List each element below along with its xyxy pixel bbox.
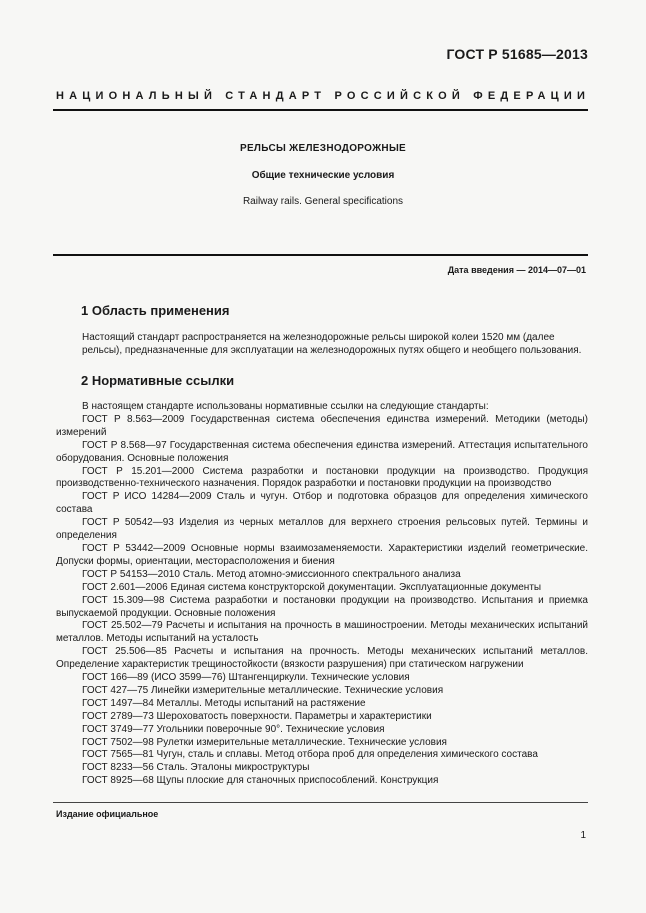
reference-item: ГОСТ Р 15.201—2000 Система разработки и постановки продукции на производство. Продукция производственно-технического назначения. Порядок разработки и постановки продукции на производство [56, 465, 588, 490]
reference-item: ГОСТ 2.601—2006 Единая система конструкторской документации. Эксплуатационные документы [82, 581, 542, 593]
reference-item: ГОСТ 7565—81 Чугун, сталь и сплавы. Метод отбора проб для определения химического состава [82, 749, 538, 761]
reference-item: ГОСТ Р ИСО 14284—2009 Сталь и чугун. Отбор и подготовка образцов для определения химического состава [56, 491, 588, 516]
footer-divider [53, 802, 588, 803]
reference-item: ГОСТ 3749—77 Угольники поверочные 90°. Технические условия [82, 723, 385, 735]
document-code: ГОСТ Р 51685—2013 [446, 46, 588, 62]
references-list [56, 401, 588, 788]
reference-item: ГОСТ 166—89 (ИСО 3599—76) Штангенциркули. Технические условия [82, 672, 410, 684]
section-heading-references: 2 Нормативные ссылки [81, 373, 235, 388]
reference-item: ГОСТ 427—75 Линейки измерительные металлические. Технические условия [82, 684, 444, 696]
document-title-english: Railway rails. General specifications [242, 196, 404, 207]
page-number: 1 [580, 830, 586, 841]
reference-item: ГОСТ 2789—73 Шероховатость поверхности. Параметры и характеристики [82, 710, 432, 722]
reference-item: ГОСТ 8233—56 Сталь. Эталоны микроструктуры [82, 762, 310, 774]
references-intro: В настоящем стандарте использованы нормативные ссылки на следующие стандарты: [82, 401, 489, 412]
reference-item: ГОСТ Р 54153—2010 Сталь. Метод атомно-эмиссионного спектрального анализа [82, 568, 461, 580]
reference-item: ГОСТ Р 8.568—97 Государственная система обеспечения единства измерений. Аттестация испытательного оборудования. Основные положения [56, 439, 588, 464]
reference-item: ГОСТ 25.506—85 Расчеты и испытания на прочность. Методы механических испытаний металлов. Определение характеристик трещиностойкости (вязкости разрушения) при статическом нагружении [56, 646, 588, 671]
section-heading-scope: 1 Область применения [81, 303, 230, 318]
edition-label: Издание официальное [56, 809, 159, 819]
document-subtitle: Общие технические условия [251, 170, 395, 181]
national-standard-heading: НАЦИОНАЛЬНЫЙ СТАНДАРТ РОССИЙСКОЙ ФЕДЕРАЦИИ [56, 90, 591, 102]
scope-paragraph [56, 331, 588, 357]
reference-item: ГОСТ 1497—84 Металлы. Методы испытаний на растяжение [82, 697, 366, 709]
reference-item: ГОСТ 7502—98 Рулетки измерительные металлические. Технические условия [82, 736, 447, 748]
reference-item: ГОСТ 8925—68 Щупы плоские для станочных приспособлений. Конструкция [82, 775, 439, 787]
reference-item: ГОСТ Р 53442—2009 Основные нормы взаимозаменяемости. Характеристики изделий геометрические. Допуски формы, ориентации, месторасположения и биения [56, 542, 588, 567]
scope-text: Настоящий стандарт распространяется на железнодорожные рельсы широкой колеи 1520 мм (далее рельсы), предназначенные для эксплуатации на железнодорожных путях общего и необщего пользования. [82, 332, 582, 356]
reference-item: ГОСТ 25.502—79 Расчеты и испытания на прочность в машиностроении. Методы механических испытаний металлов. Методы испытаний на усталость [56, 620, 588, 645]
header-divider [53, 109, 588, 111]
reference-item: ГОСТ Р 8.563—2009 Государственная система обеспечения единства измерений. Методики (методы) измерений [56, 413, 588, 438]
introduction-date: Дата введения — 2014—07—01 [447, 265, 586, 275]
document-title: РЕЛЬСЫ ЖЕЛЕЗНОДОРОЖНЫЕ [239, 143, 407, 154]
reference-item: ГОСТ 15.309—98 Система разработки и постановки продукции на производство. Испытания и приемка выпускаемой продукции. Основные положения [56, 594, 588, 619]
title-divider [53, 254, 588, 256]
reference-item: ГОСТ Р 50542—93 Изделия из черных металлов для верхнего строения рельсовых путей. Термины и определения [56, 517, 588, 542]
